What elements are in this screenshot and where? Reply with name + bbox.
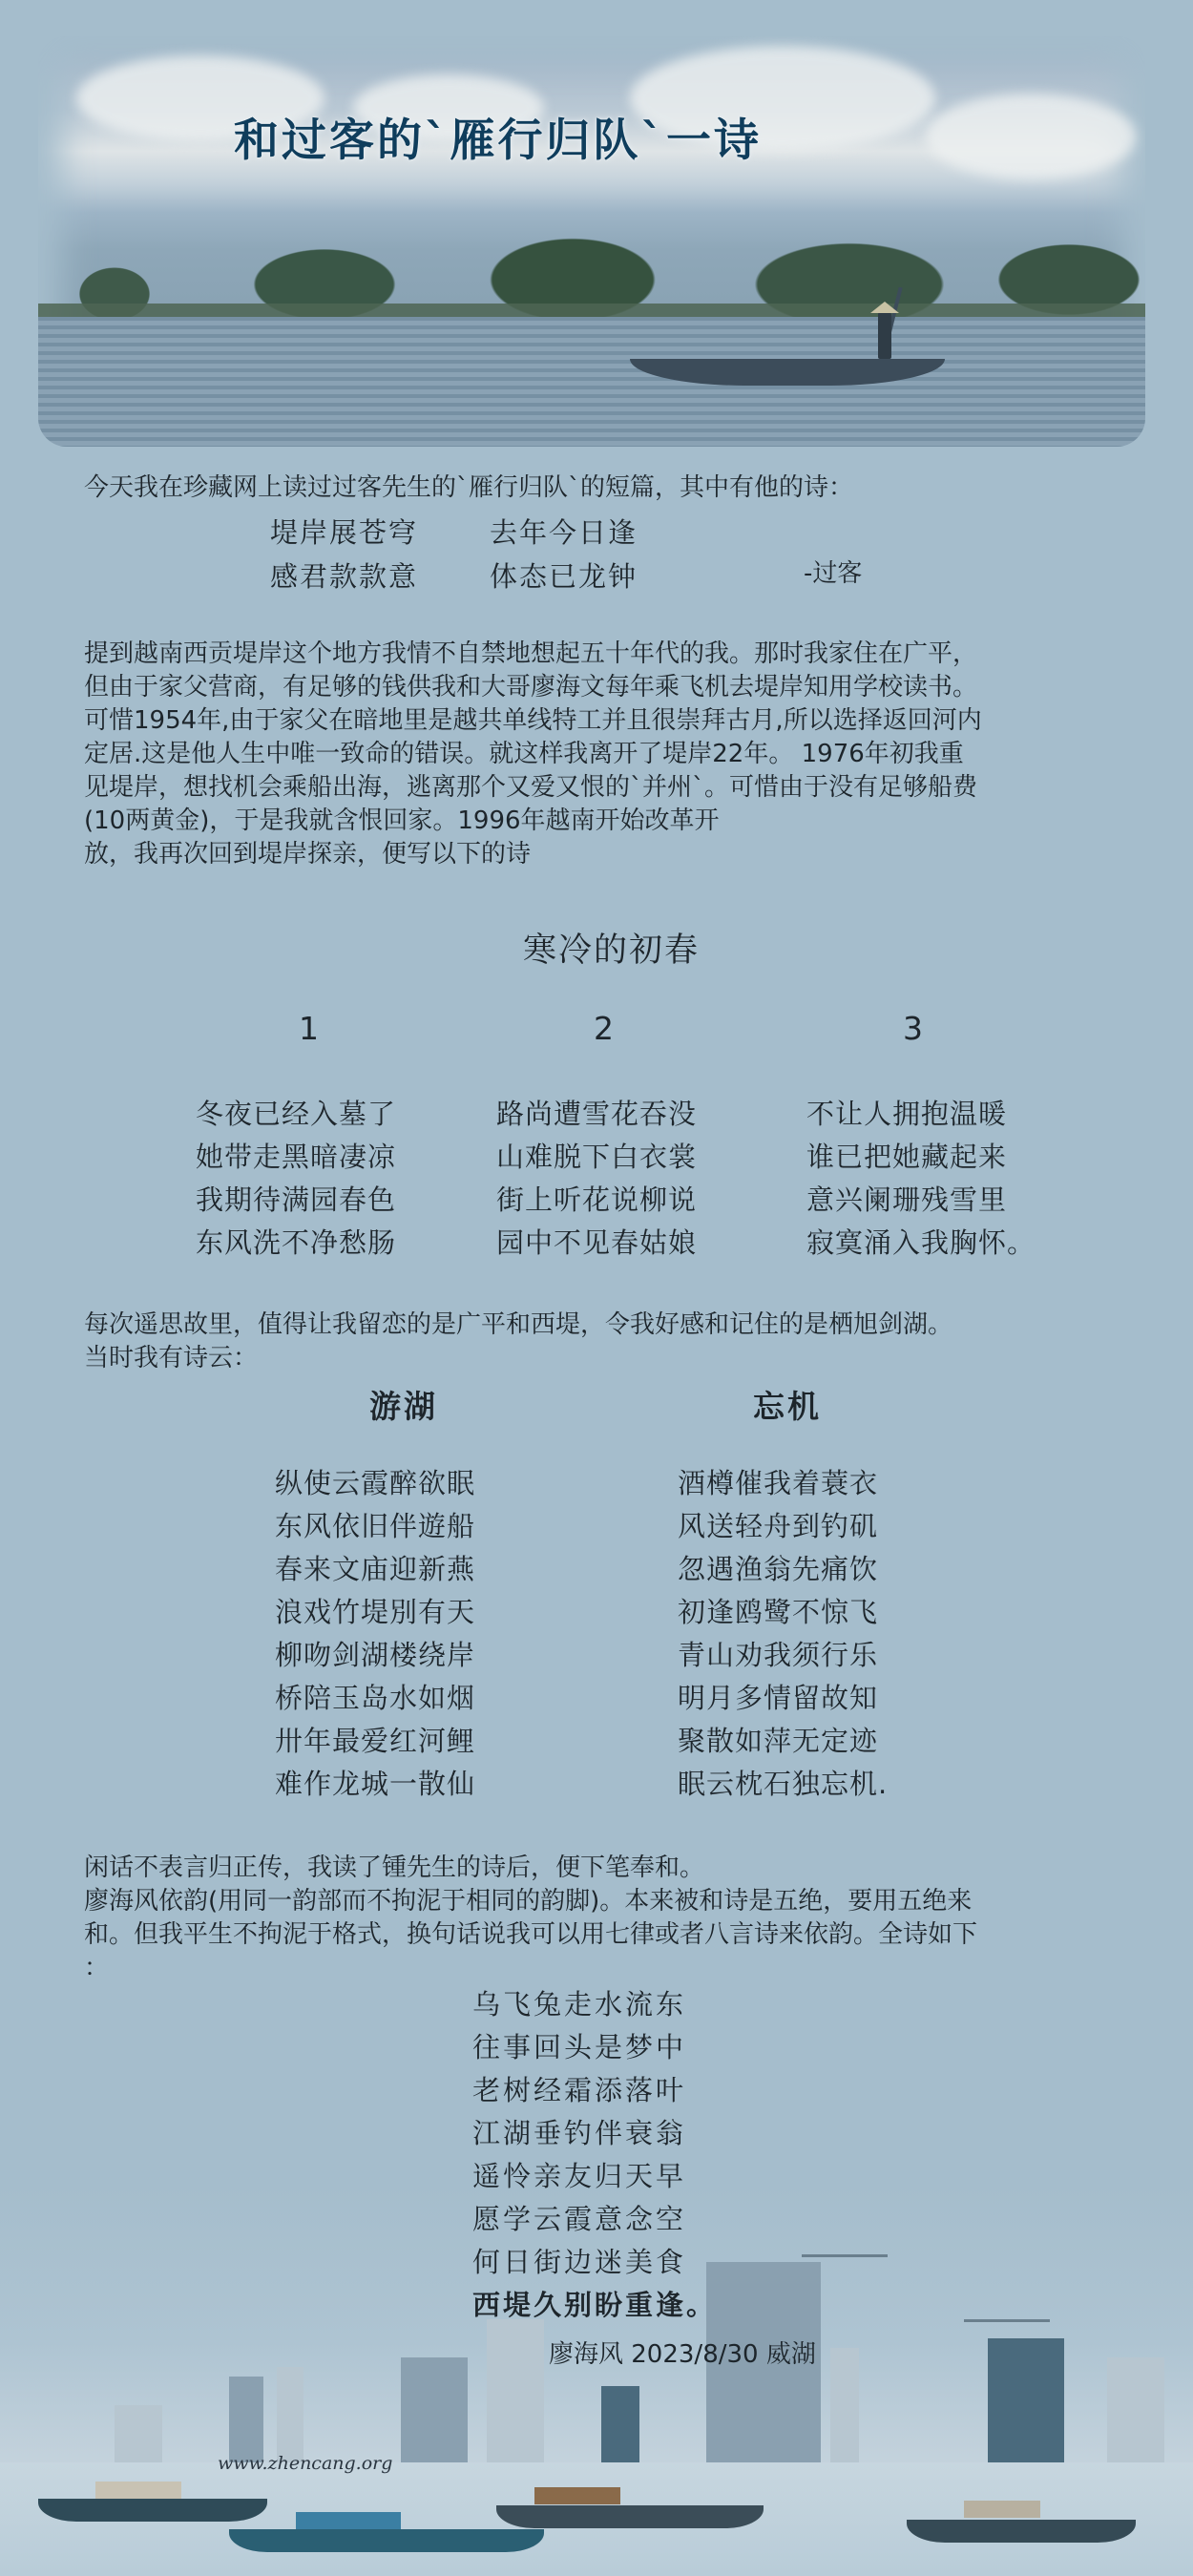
- story-line: 定居.这是他人生中唯一致命的错误。就这样我离开了堤岸22年。 1976年初我重: [84, 740, 964, 768]
- poem-line: 路尚遭雪花吞没: [496, 1098, 698, 1130]
- fishing-boat: [907, 2520, 1136, 2543]
- boatman: [878, 309, 891, 359]
- poem-section-number: 2: [594, 1010, 614, 1047]
- poem-line: 园中不见春姑娘: [496, 1226, 698, 1259]
- poem-column: [196, 1093, 396, 1265]
- poem-line: 往事回头是梦中: [472, 2031, 687, 2063]
- closing-line: ：: [84, 1954, 110, 1982]
- poem-column: [496, 1093, 697, 1265]
- poem-line: 老树经霜添落叶: [472, 2074, 687, 2106]
- quoted-poem-line: 体态已龙钟: [490, 560, 638, 593]
- site-watermark: www.zhencang.org: [218, 2453, 393, 2474]
- poem-line: 遥怜亲友归天早: [472, 2160, 687, 2192]
- poem-line: 冬夜已经入墓了: [196, 1098, 397, 1130]
- poem-lake-body: [275, 1462, 475, 1806]
- poem-line: 聚散如萍无定迹: [678, 1725, 879, 1757]
- poem-line: 意兴阑珊残雪里: [806, 1183, 1008, 1216]
- intro-text: 今天我在珍藏网上读过过客先生的`雁行归队`的短篇，其中有他的诗：: [84, 473, 854, 502]
- poem-line: 谁已把她藏起来: [806, 1141, 1008, 1173]
- poem-line: 乌飞兔走水流东: [472, 1988, 687, 2021]
- quoted-poem-line: 堤岸展苍穹: [270, 516, 419, 549]
- poem-line: 何日街边迷美食: [472, 2246, 687, 2278]
- header-photo-banner: [38, 36, 1145, 447]
- river-water: [38, 317, 1145, 447]
- poem-line: 街上听花说柳说: [496, 1183, 698, 1216]
- poem-line: 风送轻舟到钓矶: [678, 1510, 879, 1542]
- story-line: 提到越南西贡堤岸这个地方我情不自禁地想起五十年代的我。那时我家住在广平，: [84, 639, 978, 668]
- closing-paragraph: [84, 1852, 1124, 1985]
- story-line: 见堤岸，想找机会乘船出海，逃离那个又爱又恨的`并州`。可惜由于没有足够船费: [84, 773, 978, 802]
- poem-line: 明月多情留故知: [678, 1682, 879, 1714]
- poem-line: 浪戏竹堤別有天: [275, 1596, 476, 1628]
- poem-line: 柳吻剑湖楼绕岸: [275, 1639, 476, 1671]
- poem-line: 山难脱下白衣裳: [496, 1141, 698, 1173]
- hometown-line: 当时我有诗云：: [84, 1344, 259, 1372]
- poem-line: 东风依旧伴遊船: [275, 1510, 476, 1542]
- poem-line: 酒樽催我着蓑衣: [678, 1467, 879, 1499]
- poem-line: 东风洗不净愁肠: [196, 1226, 397, 1259]
- fishing-boat: [229, 2529, 544, 2552]
- poem-forget-title: 忘机: [753, 1388, 822, 1425]
- poem-line: 纵使云霞醉欲眠: [275, 1467, 476, 1499]
- poem-line: 我期待满园春色: [196, 1183, 397, 1216]
- story-line: (10两黄金)，于是我就含恨回家。1996年越南开始改革开: [84, 806, 720, 835]
- poem-signature: 廖海风 2023/8/30 威湖: [549, 2340, 816, 2369]
- story-line: 放，我再次回到堤岸探亲，便写以下的诗: [84, 840, 532, 869]
- final-poem: [472, 1983, 717, 2327]
- poem-lake-title: 游湖: [369, 1388, 438, 1425]
- poem-line: 不让人拥抱温暖: [806, 1098, 1008, 1130]
- poem-line: 寂寞涌入我胸怀。: [806, 1226, 1036, 1259]
- fishing-boat: [38, 2499, 267, 2522]
- quoted-poem-line: 去年今日逢: [490, 516, 638, 549]
- poem-title: 寒冷的初春: [523, 932, 701, 970]
- poem-line: 卅年最爱红河鲤: [275, 1725, 476, 1757]
- poem-line: 春来文庙迎新燕: [275, 1553, 476, 1585]
- poem-column: [806, 1093, 1036, 1265]
- quoted-poem-line: 感君款款意: [270, 560, 419, 593]
- story-line: 但由于家父营商，有足够的钱供我和大哥廖海文每年乘飞机去堤岸知用学校读书。: [84, 673, 978, 702]
- poem-line: 忽遇渔翁先痛饮: [678, 1553, 879, 1585]
- poem-line: 眠云枕石独忘机.: [678, 1768, 889, 1800]
- story-paragraph: [84, 638, 1124, 871]
- poem-line: 青山劝我须行乐: [678, 1639, 879, 1671]
- closing-line: 和。但我平生不拘泥于格式，换句话说我可以用七律或者八言诗来依韵。全诗如下: [84, 1920, 978, 1949]
- poem-line: 初逢鸥鹭不惊飞: [678, 1596, 879, 1628]
- shoreline: [38, 304, 1145, 317]
- poem-forget-body: [678, 1462, 888, 1806]
- fishing-boat: [496, 2505, 764, 2528]
- poem-section-number: 3: [903, 1010, 923, 1047]
- quoted-poem-author: -过客: [804, 559, 863, 588]
- closing-line: 闲话不表言归正传，我读了锺先生的诗后，便下笔奉和。: [84, 1853, 705, 1882]
- closing-line: 廖海风依韵(用同一韵部而不拘泥于相同的韵脚)。本来被和诗是五绝，要用五绝来: [84, 1887, 973, 1916]
- poem-line: 她带走黑暗凄凉: [196, 1141, 397, 1173]
- poem-last-line: 西堤久别盼重逢。: [472, 2289, 718, 2321]
- poem-line: 难作龙城一散仙: [275, 1768, 476, 1800]
- poem-line: 桥陪玉岛水如烟: [275, 1682, 476, 1714]
- poem-section-number: 1: [299, 1010, 319, 1047]
- page-title: 和过客的`雁行归队`一诗: [234, 115, 762, 167]
- poem-line: 江湖垂钓伴衰翁: [472, 2117, 687, 2149]
- hometown-line: 每次遥思故里，值得让我留恋的是广平和西堤，令我好感和记住的是栖旭剑湖。: [84, 1310, 953, 1339]
- poem-line: 愿学云霞意念空: [472, 2203, 687, 2235]
- hometown-paragraph: [84, 1309, 1124, 1375]
- cloud: [926, 94, 1136, 179]
- story-line: 可惜1954年,由于家父在暗地里是越共单线特工并且很崇拜古月,所以选择返回河内: [84, 706, 982, 735]
